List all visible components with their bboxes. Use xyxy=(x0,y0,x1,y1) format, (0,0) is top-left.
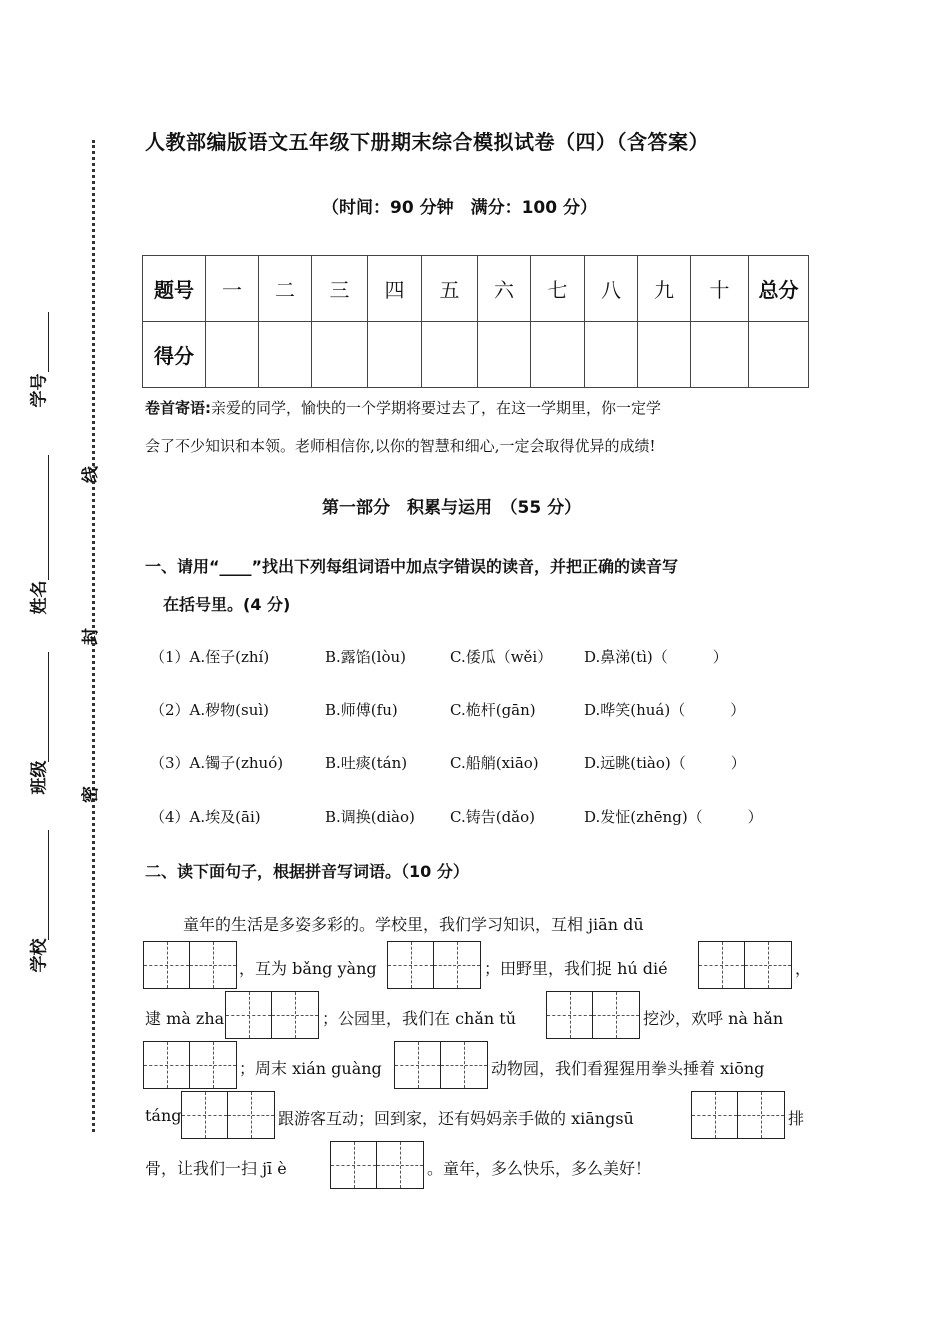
q2-text-end: 。童年，多么快乐，多么美好！ xyxy=(427,1159,652,1178)
q2-text-pai: 排 xyxy=(788,1109,805,1128)
q2-text-zhoumo: ；周末 xián guàng xyxy=(239,1059,382,1078)
binding-label-school: 学校 xyxy=(29,938,50,973)
q2-text-huwei: ，互为 bǎng yàng xyxy=(239,959,377,978)
q1-row-3-option-c: C.船艄(xiāo) xyxy=(450,754,539,772)
q1-row-4-option-b: B.调换(diào) xyxy=(325,808,415,826)
binding-blank-student-id xyxy=(48,312,49,372)
q2-text-dongwu: 动物园，我们看猩猩用拳头捶着 xiōng xyxy=(491,1059,765,1078)
q1-row-4-option-a: （4）A.埃及(āi) xyxy=(150,808,261,826)
q2-text-gu: 骨，让我们一扫 jī è xyxy=(145,1159,287,1178)
score-table-header-row xyxy=(143,256,809,322)
q2-text-comma: ， xyxy=(795,959,812,978)
cell-q5: 五 xyxy=(422,256,478,322)
cell-question-number-label: 题号 xyxy=(143,256,206,322)
q2-text-dai: 逮 mà zha xyxy=(145,1009,225,1028)
q1-row-3-option-a: （3）A.镯子(zhuó) xyxy=(150,754,284,772)
q2-text-tang: táng xyxy=(145,1106,182,1125)
binding-label-class: 班级 xyxy=(29,760,50,795)
q1-row-1-option-a: （1）A.侄子(zhí) xyxy=(150,648,270,666)
score-cell[interactable] xyxy=(206,322,259,388)
cell-q7: 七 xyxy=(531,256,585,322)
score-cell[interactable] xyxy=(478,322,531,388)
q2-text-gongyuan: ；公园里，我们在 chǎn tǔ xyxy=(322,1009,517,1028)
q1-row-3-option-d[interactable]: D.远眺(tiào)（ ） xyxy=(584,754,746,772)
q2-text-genyou: 跟游客互动；回到家，还有妈妈亲手做的 xiāngsū xyxy=(278,1109,634,1128)
q1-row-4-option-d[interactable]: D.发怔(zhēng)（ ） xyxy=(584,808,763,826)
answer-box-chantu[interactable] xyxy=(546,991,640,1039)
q1-row-1-option-c: C.倭瓜（wěi） xyxy=(450,648,553,666)
opening-message-text-1: 亲爱的同学，愉快的一个学期将要过去了，在这一学期里，你一定学 xyxy=(211,399,662,417)
q2-passage-line-1: 童年的生活是多姿多彩的。学校里，我们学习知识，互相 jiān dū xyxy=(183,915,644,934)
cut-mark-line: 线 xyxy=(81,466,101,483)
q1-row-1-option-b: B.露馅(lòu) xyxy=(325,648,406,666)
score-cell[interactable] xyxy=(691,322,749,388)
q1-row-1-option-d[interactable]: D.鼻涕(tì)（ ） xyxy=(584,648,728,666)
score-table-score-row xyxy=(143,322,809,388)
cell-q9: 九 xyxy=(638,256,691,322)
q2-heading: 二、读下面句子，根据拼音写词语。（10 分） xyxy=(145,862,469,881)
binding-blank-name xyxy=(48,455,49,580)
cell-q1: 一 xyxy=(206,256,259,322)
cell-q10: 十 xyxy=(691,256,749,322)
opening-message-line-1 xyxy=(145,389,810,427)
answer-box-hudie[interactable] xyxy=(698,941,792,989)
answer-box-bangyang[interactable] xyxy=(387,941,481,989)
cell-score-label: 得分 xyxy=(143,322,206,388)
answer-box-xiongtang[interactable] xyxy=(181,1091,275,1139)
score-cell[interactable] xyxy=(422,322,478,388)
part1-heading: 第一部分 积累与运用 （55 分） xyxy=(322,498,582,518)
binding-blank-class xyxy=(48,652,49,762)
cell-q8: 八 xyxy=(585,256,638,322)
answer-box-nahan[interactable] xyxy=(143,1041,237,1089)
score-cell[interactable] xyxy=(259,322,312,388)
cell-total-label: 总分 xyxy=(749,256,809,322)
answer-box-xiangsu[interactable] xyxy=(691,1091,785,1139)
answer-box-jie[interactable] xyxy=(330,1141,424,1189)
score-cell[interactable] xyxy=(585,322,638,388)
binding-label-student-id: 学号 xyxy=(29,373,50,408)
cut-mark-secret: 密 xyxy=(81,786,101,803)
q1-row-4-option-c: C.铸告(dǎo) xyxy=(450,808,535,826)
score-table xyxy=(142,255,809,388)
q1-row-3-option-b: B.吐痰(tán) xyxy=(325,754,408,772)
cell-q6: 六 xyxy=(478,256,531,322)
exam-subtitle: （时间：90 分钟 满分：100 分） xyxy=(322,198,597,218)
answer-box-jiandu[interactable] xyxy=(143,941,237,989)
opening-message-label: 卷首寄语: xyxy=(145,399,211,417)
q1-heading-cont: 在括号里。(4 分) xyxy=(163,595,291,614)
score-cell[interactable] xyxy=(368,322,422,388)
binding-label-name: 姓名 xyxy=(29,580,50,615)
binding-blank-school xyxy=(48,830,49,940)
score-cell[interactable] xyxy=(531,322,585,388)
score-cell[interactable] xyxy=(312,322,368,388)
cell-q2: 二 xyxy=(259,256,312,322)
exam-title: 人教部编版语文五年级下册期末综合模拟试卷（四）（含答案） xyxy=(145,130,709,154)
score-cell[interactable] xyxy=(638,322,691,388)
q1-row-2-option-b: B.师傅(fu) xyxy=(325,701,398,719)
q1-row-2-option-c: C.桅杆(gān) xyxy=(450,701,536,719)
score-cell[interactable] xyxy=(749,322,809,388)
cut-mark-seal: 封 xyxy=(81,628,101,645)
q2-text-tianye: ；田野里，我们捉 hú dié xyxy=(484,959,668,978)
q1-heading: 一、请用“____”找出下列每组词语中加点字错误的读音，并把正确的读音写 xyxy=(145,557,679,576)
q2-text-washa: 挖沙，欢呼 nà hǎn xyxy=(643,1009,784,1028)
q1-row-2-option-a: （2）A.秽物(suì) xyxy=(150,701,270,719)
answer-box-xianguang[interactable] xyxy=(394,1041,488,1089)
opening-message-line-2: 会了不少知识和本领。老师相信你,以你的智慧和细心,一定会取得优异的成绩! xyxy=(145,437,656,455)
q1-row-2-option-d[interactable]: D.哗笑(huá)（ ） xyxy=(584,701,746,719)
cell-q4: 四 xyxy=(368,256,422,322)
answer-box-mazha[interactable] xyxy=(225,991,319,1039)
cell-q3: 三 xyxy=(312,256,368,322)
